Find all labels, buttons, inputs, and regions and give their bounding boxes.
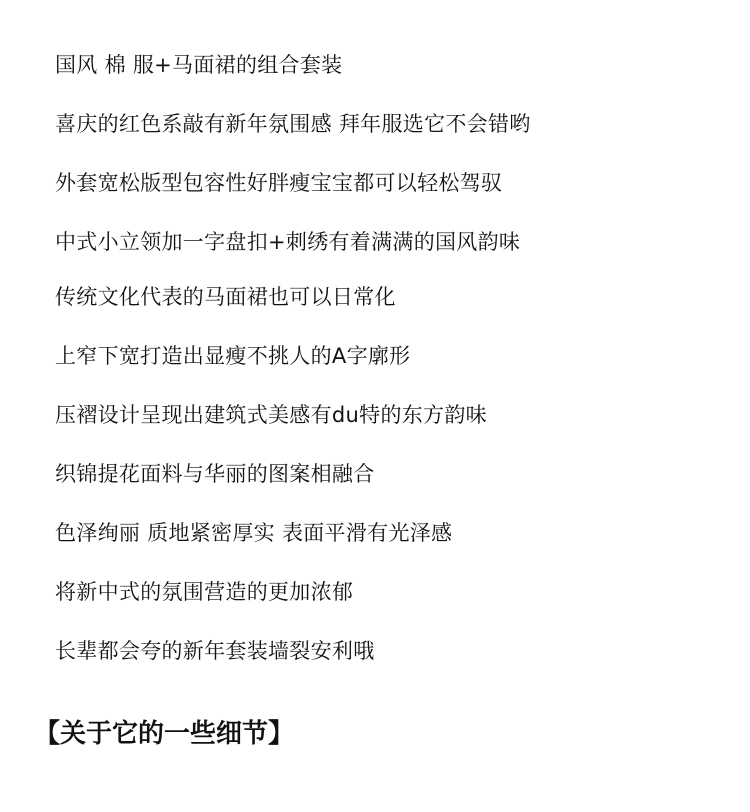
description-line: 色泽绚丽 质地紧密厚实 表面平滑有光泽感 (55, 521, 453, 545)
description-line: 喜庆的红色系敲有新年氛围感 拜年服选它不会错哟 (55, 112, 531, 136)
description-line: 将新中式的氛围营造的更加浓郁 (55, 580, 354, 604)
description-line: 中式小立领加一字盘扣+刺绣有着满满的国风韵味 (55, 230, 521, 254)
description-line: 外套宽松版型包容性好胖瘦宝宝都可以轻松驾驭 (55, 171, 503, 195)
description-line: 上窄下宽打造出显瘦不挑人的A字廓形 (55, 344, 411, 368)
section-title: 【关于它的一些细节】 (34, 719, 295, 749)
description-line: 织锦提花面料与华丽的图案相融合 (55, 462, 375, 486)
description-line: 传统文化代表的马面裙也可以日常化 (55, 285, 396, 309)
description-line: 国风 棉 服+马面裙的组合套装 (55, 53, 343, 77)
description-line: 长辈都会夸的新年套装墙裂安利哦 (55, 639, 375, 663)
description-lines (55, 50, 735, 666)
description-line: 压褶设计呈现出建筑式美感有du特的东方韵味 (55, 403, 487, 427)
